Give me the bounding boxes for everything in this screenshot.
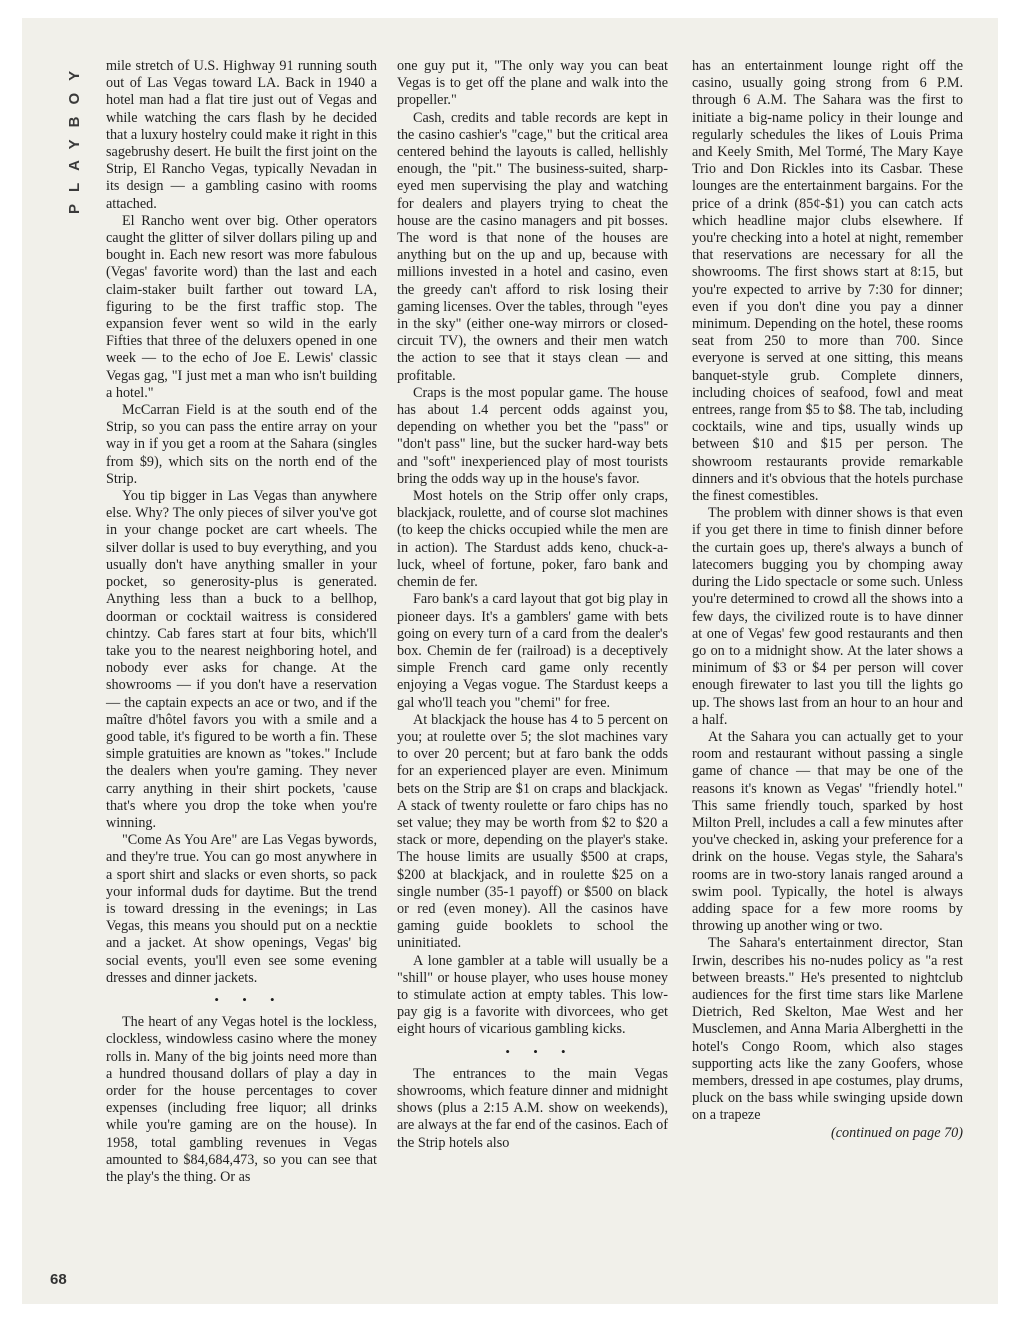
page-number: 68 [50,1271,67,1288]
paragraph: You tip bigger in Las Vegas than anywhere else. Why? The only pieces of silver you've got in your change pocket are cart wheels. The silver dollar is used to buy everything, and you usually don't have anything smaller in your pocket, so generosity-plus is generated. Anything less than a buck to a bellhop, doorman or cocktail waitress is considered chintzy. Cab fares start at four bits, which'll take you to the nearest neighboring hotel, and nobody ever asks for change. At the showrooms — if you don't have a reservation — the captain expects an ace or two, and if the maître d'hôtel favors you with a smile and a good table, it's figured to be worth a fin. These simple gratuities are known as "tokes." Include the dealers when you're gaming. They never carry anything in their shirt pockets, 'cause that's where you drop the toke when you're winning. [106,488,377,831]
paragraph: "Come As You Are" are Las Vegas bywords, and they're true. You can go most anywhere in a sport shirt and slacks or even shorts, so pack your informal duds for daytime. But the trend is toward dressing in the evenings; in Las Vegas, this means you should put on a necktie and a jacket. At show openings, Vegas' big social events, you'll even see some evening dresses and dinner jackets. [106,832,377,986]
paragraph: At blackjack the house has 4 to 5 percent on you; at roulette over 5; the slot machines vary to over 20 percent; but at faro bank the odds for an experienced player are even. Minimum bets on the Strip are $1 on craps and blackjack. A stack of twenty roulette or faro chips has no set value; they may be worth from $2 to $20 a stack or more, depending on the player's stake. The house limits are usually $500 at craps, $200 at blackjack, and in roulette $25 on a single number (35-1 payoff) or $500 on black or red (even money). All the casinos have gaming guide booklets to school the uninitiated. [397,711,668,952]
paragraph: one guy put it, "The only way you can beat Vegas is to get off the plane and walk into the propeller." [397,58,668,109]
section-break: • • • [505,1043,576,1059]
continued-note: (continued on page 70) [831,1124,963,1141]
masthead: PLAYBOY [66,58,83,214]
paragraph: has an entertainment lounge right off the casino, usually going strong from 6 P.M. through 6 A.M. The Sahara was the first to initiate a big-name policy in their lounge and regularly schedules the likes of Louis Prima and Keely Smith, Mel Tormé, The Mary Kaye Trio and Don Rickles into its Casbar. These lounges are the entertainment bargains. For the price of a drink (85¢-$1) you can catch acts which headline major clubs elsewhere. If you're checking into a hotel at night, remember that reservations are necessary for all the showrooms. The first shows start at 8:15, but you're expected to arrive by 7:30 for dinner; even if you don't dine you pay a dinner minimum. Depending on the hotel, these rooms seat from 250 to more than 700. Since everyone is served at one sitting, this means banquet-style grub. Complete dinners, including choices of seafood, fowl and meat entrees, range from $5 to $8. The tab, including cocktails, wine and tips, usually winds up between $10 and $15 per person. The showroom restaurants provide remarkable dinners and it's obvious that the hotels purchase the finest comestibles. [692,58,963,505]
paragraph: The problem with dinner shows is that even if you get there in time to finish dinner before the curtain goes up, there's always a bunch of latecomers bugging you by chomping away during the Lido spectacle or some such. Unless you're determined to crowd all the shows into a few days, the civilized route is to have dinner at one of Vegas' few good restaurants and then go on to a midnight show. At the later shows a minimum of $3 or $4 per person will cover enough firewater to last you till the lights go up. The shows last from an hour to an hour and a half. [692,505,963,728]
paragraph: At the Sahara you can actually get to your room and restaurant without passing a single game of chance — that may be one of the reasons it's known as Vegas' "friendly hotel." This same friendly touch, sparked by host Milton Prell, includes a call a few minutes after you've checked in, asking your preference for a drink on the house. Vegas style, the Sahara's rooms are in two-story lanais ranged around a swim pool. Typically, the hotel is always adding space for a few more rooms by throwing up another wing or two. [692,728,963,935]
paragraph: Cash, credits and table records are kept in the casino cashier's "cage," but the critical area centered behind the layouts is called, hellishly enough, the "pit." The business-suited, sharp-eyed men supervising the play and watching for dealers and players trying to cheat the house are the casino managers and pit bosses. The word is that none of the houses are anything but on the up and up, because with millions invested in a hotel and casino, even the greedy can't afford to risk losing their gaming licenses. Over the tables, through "eyes in the sky" (either one-way mirrors or closed-circuit TV), the owners and their men watch the action to see that it stays clean — and profitable. [397,109,668,384]
paragraph: mile stretch of U.S. Highway 91 running south out of Las Vegas toward LA. Back in 1940 a hotel man had a flat tire just out of Vegas and while watching the cars flash by he decided that a luxury hostelry could make it right in this sagebrushy desert. He built the first joint on the Strip, El Rancho Vegas, typically Nevadan in its design — a gambling casino with rooms attached. [106,58,377,212]
paragraph: Most hotels on the Strip offer only craps, blackjack, roulette, and of course slot machines (to keep the chicks occupied while the men are in action). The Stardust adds keno, chuck-a-luck, wheel of fortune, poker, faro bank and chemin de fer. [397,488,668,591]
text-column-3 [692,58,963,1142]
paragraph: The heart of any Vegas hotel is the lockless, clockless, windowless casino where the money rolls in. Many of the big joints need more than a hundred thousand dollars of play a day in order for the house percentages to cover expenses (including free liquor; all drinks while you're gaming are on the house). In 1958, total gambling revenues in Vegas amounted to $84,684,473, so you can see that the play's the thing. Or as [106,1014,377,1185]
text-column-1 [106,58,377,1186]
paragraph: The entrances to the main Vegas showrooms, which feature dinner and midnight shows (plus a 2:15 A.M. show on weekends), are always at the far end of the casinos. Each of the Strip hotels also [397,1065,668,1151]
paragraph: Craps is the most popular game. The house has about 1.4 percent odds against you, depending on whether you bet the "pass" or "don't pass" line, but the sucker hard-way bets and "soft" inexperienced play of most tourists bring the odds way up in the house's favor. [397,384,668,487]
text-column-2 [397,58,668,1152]
section-break: • • • [214,991,285,1007]
paragraph: McCarran Field is at the south end of the Strip, so you can pass the entire array on your way in if you get a room at the Sahara (singles from $9), which sits on the north end of the Strip. [106,402,377,487]
paragraph: El Rancho went over big. Other operators caught the glitter of silver dollars piling up and bought in. Each new resort was more fabulous (Vegas' favorite word) than the last and each claim-staker built farther out toward LA, figuring to be the first traffic stop. The expansion fever went so wild in the early Fifties that three of the deluxers opened in one week — to the echo of Joe E. Lewis' classic Vegas gag, "I just met a man who isn't building a hotel." [106,212,377,401]
paragraph: Faro bank's a card layout that got big play in pioneer days. It's a gamblers' game with bets going on every turn of a card from the dealer's box. Chemin de fer (railroad) is a deceptively simple French card game only recently enjoying a Vegas vogue. The Stardust keeps a gal who'll teach you "chemi" for free. [397,591,668,711]
paragraph: A lone gambler at a table will usually be a "shill" or house player, who uses house money to stimulate action at empty tables. This low-pay gig is a favorite with divorcees, who get eight hours of vicarious gambling kicks. [397,952,668,1038]
paragraph: The Sahara's entertainment director, Stan Irwin, describes his no-nudes policy as "a rest between breasts." He's presented to nightclub audiences for the first time stars like Marlene Dietrich, Red Skelton, Mae West and her Musclemen, and Anna Maria Alberghetti in the hotel's Congo Room, which also stages supporting acts like the zany Goofers, whose members, dressed in ape costumes, play drums, pluck on the bass while swinging upside down on a trapeze [692,935,963,1124]
